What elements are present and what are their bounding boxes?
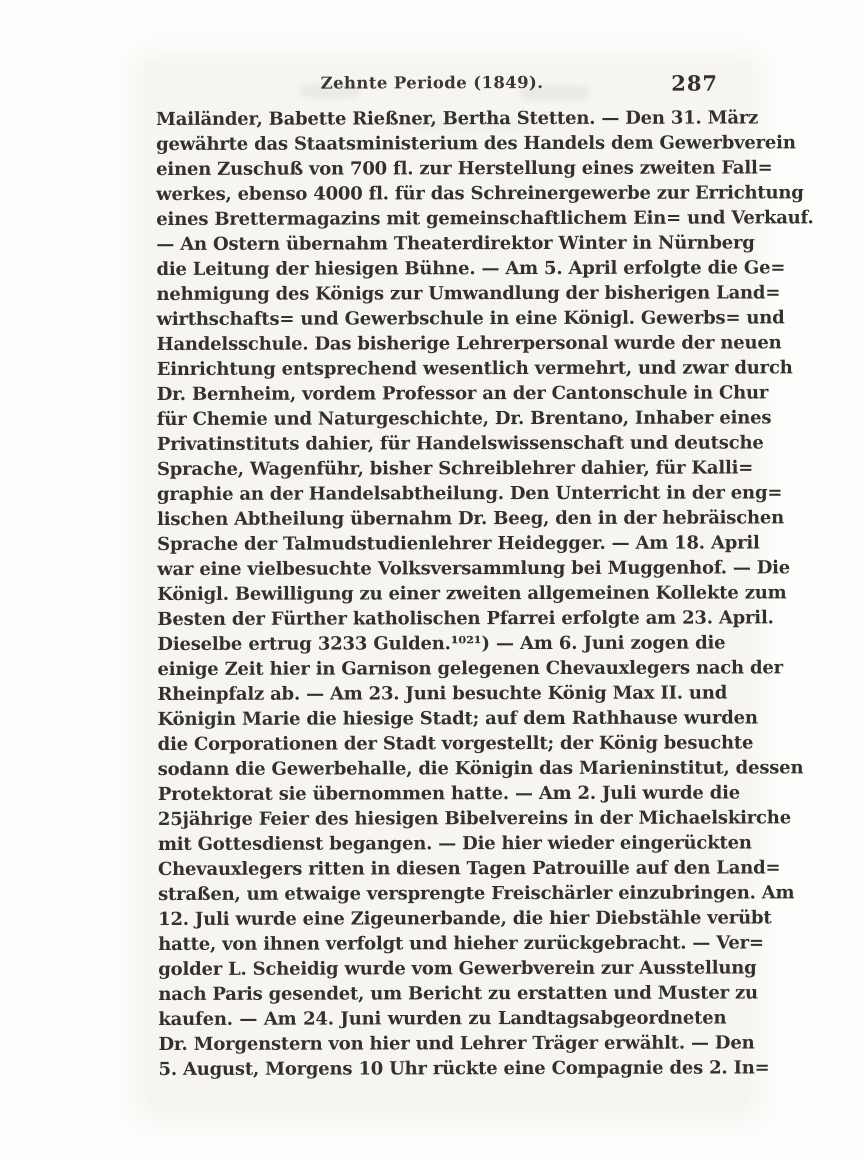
text-line: einen Zuschuß von 700 fl. zur Herstellung eines zweiten Fall= <box>156 157 773 180</box>
text-line: Rheinpfalz ab. — Am 23. Juni besuchte König Max II. und <box>157 682 728 705</box>
text-line: lischen Abtheilung übernahm Dr. Beeg, den in der hebräischen <box>157 507 785 530</box>
text-line: gewährte das Staatsministerium des Handels dem Gewerbverein <box>156 132 796 155</box>
text-line: war eine vielbesuchte Volksversammlung bei Muggenhof. — Die <box>157 557 791 580</box>
text-line: die Leitung der hiesigen Bühne. — Am 5. April erfolgte die Ge= <box>156 257 786 280</box>
text-line: Dr. Bernheim, vordem Professor an der Cantonschule in Chur <box>156 382 769 405</box>
text-line: hatte, von ihnen verfolgt und hieher zurückgebracht. — Ver= <box>158 932 764 955</box>
text-line: kaufen. — Am 24. Juni wurden zu Landtagsabgeordneten <box>158 1007 727 1030</box>
text-line: sodann die Gewerbehalle, die Königin das Marieninstitut, dessen <box>157 757 804 780</box>
text-line: Besten der Fürther katholischen Pfarrei erfolgte am 23. April. <box>157 607 774 630</box>
text-line: Chevauxlegers ritten in diesen Tagen Patrouille auf den Land= <box>157 857 781 880</box>
text-line: nach Paris gesendet, um Bericht zu erstatten und Muster zu <box>158 982 758 1005</box>
text-line: für Chemie und Naturgeschichte, Dr. Brentano, Inhaber eines <box>156 407 772 430</box>
body-text-block <box>156 106 814 1082</box>
text-line: 5. August, Morgens 10 Uhr rückte eine Compagnie des 2. In= <box>158 1057 770 1080</box>
text-line: werkes, ebenso 4000 fl. für das Schreinergewerbe zur Errichtung <box>156 182 804 205</box>
text-line: Dr. Morgenstern von hier und Lehrer Träger erwählt. — Den <box>158 1032 755 1055</box>
text-line: Protektorat sie übernommen hatte. — Am 2. Juli wurde die <box>157 782 740 805</box>
text-line: die Corporationen der Stadt vorgestellt; der König besuchte <box>157 732 754 755</box>
text-line: 12. Juli wurde eine Zigeunerbande, die hier Diebstähle verübt <box>158 907 772 930</box>
text-line: einige Zeit hier in Garnison gelegenen Chevauxlegers nach der <box>157 657 783 680</box>
running-header <box>156 71 724 96</box>
text-line: straßen, um etwaige versprengte Freischärler einzubringen. Am <box>158 882 795 905</box>
text-line: Dieselbe ertrug 3233 Gulden.¹⁰²¹) — Am 6. Juni zogen die <box>157 632 726 655</box>
text-line: — An Ostern übernahm Theaterdirektor Winter in Nürnberg <box>156 232 755 255</box>
text-line: golder L. Scheidig wurde vom Gewerbverein zur Ausstellung <box>158 957 757 980</box>
text-line: Handelsschule. Das bisherige Lehrerpersonal wurde der neuen <box>156 332 782 355</box>
text-line: Sprache, Wagenführ, bisher Schreiblehrer dahier, für Kalli= <box>156 457 754 480</box>
text-line: Einrichtung entsprechend wesentlich vermehrt, und zwar durch <box>156 357 793 380</box>
text-line: wirthschafts= und Gewerbschule in eine Königl. Gewerbs= und <box>156 307 785 330</box>
text-line: Königl. Bewilligung zu einer zweiten allgemeinen Kollekte zum <box>157 582 787 605</box>
text-line: Privatinstituts dahier, für Handelswissenschaft und deutsche <box>156 432 764 455</box>
text-line: eines Brettermagazins mit gemeinschaftlichem Ein= und Verkauf. <box>156 207 814 230</box>
text-line: Königin Marie die hiesige Stadt; auf dem Rathhause wurden <box>157 707 758 730</box>
chapter-header-title: Zehnte Periode (1849). <box>320 72 544 93</box>
text-line: Mailänder, Babette Rießner, Bertha Stetten. — Den 31. März <box>156 107 759 130</box>
text-line: Sprache der Talmudstudienlehrer Heidegger. — Am 18. April <box>157 532 760 555</box>
text-line: graphie an der Handelsabtheilung. Den Unterricht in der eng= <box>156 482 783 505</box>
page-number: 287 <box>671 70 719 96</box>
text-line: 25jährige Feier des hiesigen Bibelvereins in der Michaelskirche <box>157 807 791 830</box>
text-line: nehmigung des Königs zur Umwandlung der bisherigen Land= <box>156 282 781 305</box>
text-line: mit Gottesdienst begangen. — Die hier wieder eingerückten <box>157 832 752 855</box>
